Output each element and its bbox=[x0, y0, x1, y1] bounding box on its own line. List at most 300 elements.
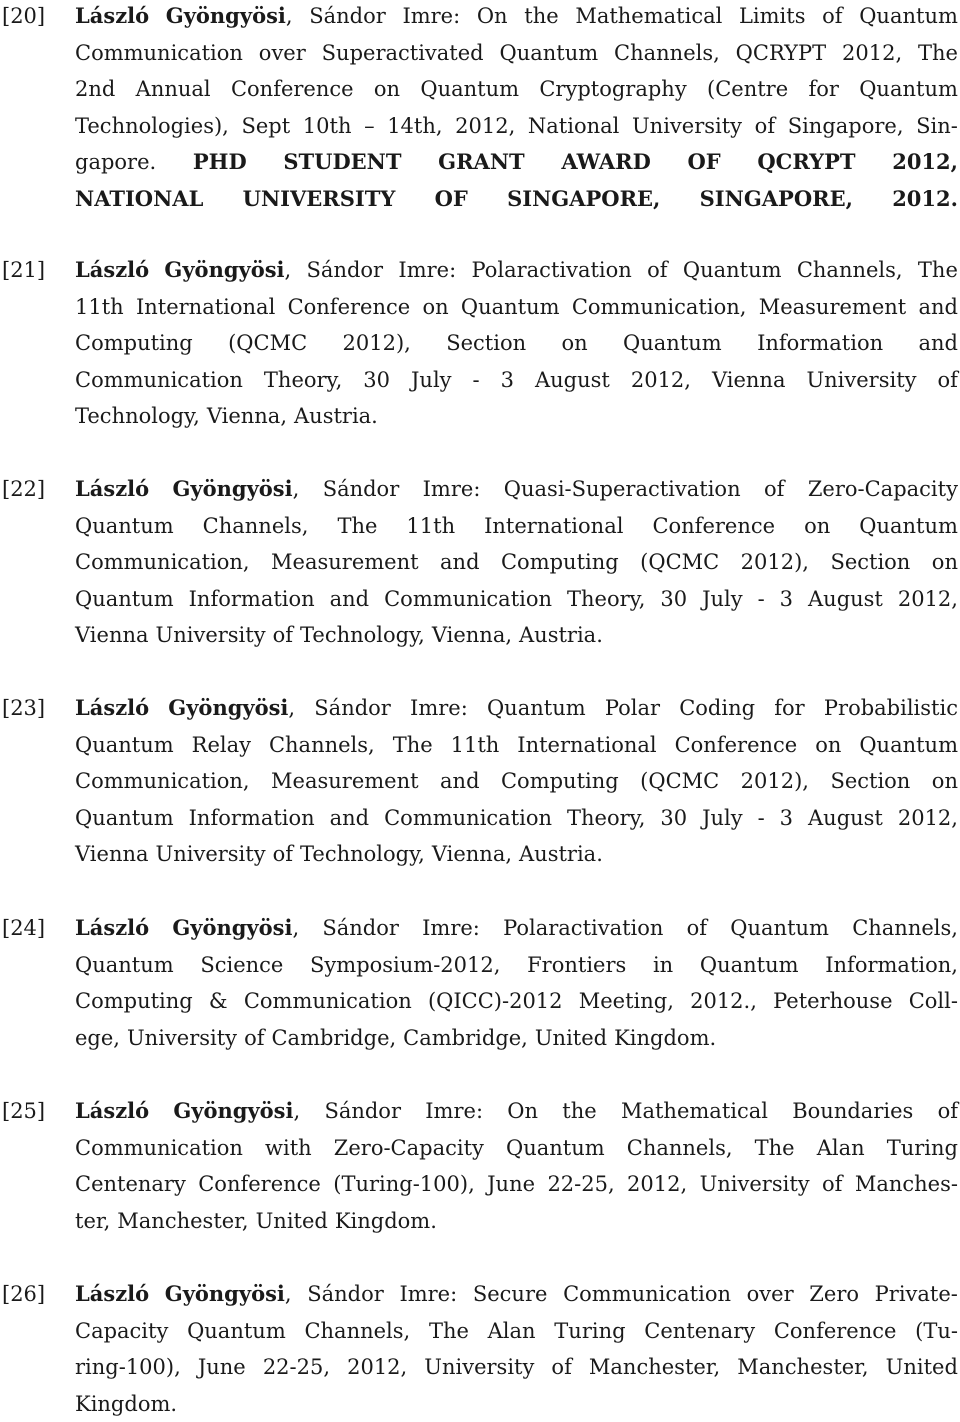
word: Sándor bbox=[324, 1099, 401, 1123]
word: for bbox=[808, 77, 839, 102]
reference-text bbox=[75, 1093, 958, 1239]
word: Austria. bbox=[294, 404, 378, 429]
reference-text bbox=[75, 690, 958, 873]
word: Alan bbox=[487, 1318, 536, 1343]
word: Communication bbox=[243, 989, 412, 1014]
word: Annual bbox=[135, 77, 211, 102]
word: Quantum bbox=[859, 513, 958, 538]
word: Information bbox=[188, 586, 315, 611]
reference-number: [20] bbox=[2, 4, 46, 28]
word: On bbox=[476, 4, 508, 28]
word: Communication bbox=[384, 586, 553, 611]
word: Turing bbox=[554, 1318, 626, 1343]
word: on bbox=[422, 294, 449, 319]
word: University bbox=[806, 367, 917, 392]
word: and bbox=[329, 805, 370, 830]
word: Private- bbox=[874, 1282, 958, 1306]
word: Computing bbox=[75, 989, 193, 1014]
word: Imre: bbox=[410, 696, 468, 720]
reference-line bbox=[75, 508, 958, 545]
word: Centenary bbox=[644, 1318, 756, 1343]
word: QCRYPT bbox=[757, 149, 856, 175]
word: over bbox=[258, 40, 306, 65]
word: Imre: bbox=[422, 477, 481, 501]
word: PHD bbox=[192, 149, 247, 175]
word: of bbox=[754, 113, 776, 138]
word: Imre: bbox=[425, 1099, 484, 1123]
word: On bbox=[507, 1099, 539, 1123]
word: SINGAPORE, bbox=[699, 185, 853, 211]
word: Quantum bbox=[75, 586, 174, 611]
word: Manches- bbox=[854, 1172, 958, 1197]
word: of bbox=[272, 842, 294, 867]
word: Technology, bbox=[300, 623, 425, 648]
word: Quasi-Superactivation bbox=[503, 477, 741, 501]
reference-text bbox=[75, 1276, 958, 1422]
word: Quantum bbox=[75, 805, 174, 830]
word: Channels, bbox=[796, 258, 903, 282]
word: ege, bbox=[75, 1025, 120, 1050]
reference-line bbox=[75, 1203, 958, 1240]
word: 2012, bbox=[627, 1172, 688, 1197]
word: Technology, bbox=[300, 842, 425, 867]
word: Communication, bbox=[75, 550, 250, 575]
word: University bbox=[424, 1355, 535, 1380]
word: Communication bbox=[75, 367, 243, 392]
word: Quantum bbox=[75, 732, 174, 757]
word: 30 bbox=[363, 367, 391, 392]
word: Computing bbox=[500, 769, 619, 794]
reference-line bbox=[75, 144, 958, 181]
reference-line bbox=[75, 947, 958, 984]
word: Sept bbox=[241, 113, 291, 138]
word: Channels, bbox=[268, 732, 375, 757]
word: Gyöngyösi, bbox=[173, 1098, 301, 1123]
word: July bbox=[702, 586, 743, 611]
word: Alan bbox=[816, 1135, 865, 1160]
word: Measurement bbox=[271, 769, 419, 794]
word: June bbox=[487, 1172, 536, 1197]
word: Conference bbox=[674, 732, 798, 757]
word: of bbox=[764, 477, 785, 501]
word: 2012), bbox=[342, 331, 411, 356]
word: Vienna, bbox=[206, 404, 287, 429]
word: Meeting, bbox=[578, 989, 674, 1014]
reference-line bbox=[75, 471, 958, 508]
word: of bbox=[551, 1355, 572, 1380]
word: Sándor bbox=[309, 4, 386, 28]
word: and bbox=[440, 769, 480, 794]
word: and bbox=[918, 294, 958, 319]
reference-line bbox=[75, 108, 958, 145]
word: Theory, bbox=[567, 805, 646, 830]
word: the bbox=[524, 4, 559, 28]
word: OF bbox=[687, 149, 721, 175]
reference-line bbox=[75, 1276, 958, 1313]
word: Information bbox=[757, 331, 884, 356]
word: July bbox=[702, 805, 743, 830]
word: László bbox=[75, 1098, 150, 1123]
word: Channels, bbox=[202, 513, 309, 538]
word: Manchester, bbox=[737, 1355, 869, 1380]
word: ter, bbox=[75, 1208, 111, 1233]
word: Communication, bbox=[571, 294, 747, 319]
word: University bbox=[126, 1025, 238, 1050]
word: Sándor bbox=[306, 258, 384, 282]
word: – bbox=[364, 113, 375, 138]
word: The bbox=[428, 1318, 469, 1343]
word: Secure bbox=[472, 1282, 548, 1306]
word: International bbox=[484, 513, 624, 538]
word: Conference bbox=[198, 1172, 321, 1197]
reference-number: [21] bbox=[2, 258, 46, 282]
word: Conference bbox=[773, 1318, 897, 1343]
reference-line bbox=[75, 362, 958, 399]
word: (Tu- bbox=[915, 1318, 958, 1343]
word: Zero-Capacity bbox=[807, 477, 958, 501]
word: & bbox=[208, 989, 228, 1014]
word: UNIVERSITY bbox=[242, 185, 396, 211]
word: Section bbox=[830, 769, 911, 794]
word: Relay bbox=[191, 732, 251, 757]
word: of bbox=[647, 258, 668, 282]
word: 2012, bbox=[455, 113, 516, 138]
word: Imre: bbox=[402, 4, 461, 28]
word: (QCMC bbox=[640, 769, 720, 794]
word: Channels, bbox=[626, 1135, 733, 1160]
word: Communication, bbox=[75, 769, 250, 794]
word: 2012, bbox=[892, 149, 958, 175]
word: the bbox=[562, 1099, 597, 1123]
word: Superactivated bbox=[321, 40, 484, 65]
word: on bbox=[931, 550, 958, 575]
reference-line bbox=[75, 1093, 958, 1130]
word: The bbox=[337, 513, 378, 538]
word: Theory, bbox=[567, 586, 646, 611]
word: NATIONAL bbox=[75, 185, 204, 211]
reference-text bbox=[75, 471, 958, 654]
word: Gyöngyösi, bbox=[172, 915, 300, 940]
word: for bbox=[774, 696, 805, 720]
word: Mathematical bbox=[620, 1099, 768, 1123]
word: Quantum bbox=[75, 513, 174, 538]
reference-line bbox=[75, 1313, 958, 1350]
word: László bbox=[75, 257, 150, 282]
word: Kingdom. bbox=[75, 1391, 178, 1416]
word: 3 bbox=[779, 805, 794, 830]
word: of bbox=[937, 1099, 958, 1123]
word: Measurement bbox=[758, 294, 907, 319]
word: Mathematical bbox=[575, 4, 723, 28]
reference-line bbox=[75, 398, 958, 435]
word: 22-25, bbox=[547, 1172, 615, 1197]
word: 2012, bbox=[630, 367, 691, 392]
reference-text bbox=[75, 252, 958, 435]
word: July bbox=[411, 367, 452, 392]
word: United bbox=[255, 1208, 328, 1233]
word: Communication bbox=[563, 1282, 731, 1306]
word: Science bbox=[200, 952, 284, 977]
word: August bbox=[808, 805, 883, 830]
word: Gyöngyösi, bbox=[172, 476, 300, 501]
word: 2012., bbox=[690, 989, 757, 1014]
word: Capacity bbox=[75, 1318, 169, 1343]
word: Imre: bbox=[422, 916, 480, 940]
word: Manchester, bbox=[117, 1208, 249, 1233]
word: 2012, bbox=[347, 1355, 408, 1380]
word: Channels, bbox=[852, 916, 958, 940]
word: 14th, bbox=[387, 113, 443, 138]
word: in bbox=[652, 952, 674, 977]
reference-line bbox=[75, 544, 958, 581]
word: United bbox=[885, 1355, 958, 1380]
word: (Centre bbox=[707, 77, 789, 102]
word: 11th bbox=[75, 294, 124, 319]
reference-line bbox=[75, 0, 958, 35]
word: International bbox=[517, 732, 657, 757]
word: Zero bbox=[809, 1282, 859, 1306]
word: University bbox=[631, 113, 743, 138]
word: 2012), bbox=[740, 769, 809, 794]
word: of bbox=[272, 623, 294, 648]
word: Gyöngyösi, bbox=[165, 3, 293, 28]
word: Quantum bbox=[859, 732, 958, 757]
word: 30 bbox=[660, 586, 688, 611]
word: Gyöngyösi, bbox=[168, 695, 296, 720]
reference-line bbox=[75, 763, 958, 800]
word: Channels, bbox=[614, 40, 720, 65]
word: on bbox=[931, 769, 958, 794]
word: Symposium-2012, bbox=[310, 952, 501, 977]
word: Limits bbox=[738, 4, 806, 28]
word: Vienna, bbox=[431, 842, 513, 867]
word: with bbox=[265, 1135, 312, 1160]
reference-number: [26] bbox=[2, 1282, 46, 1306]
word: Theory, bbox=[263, 367, 343, 392]
word: Information, bbox=[825, 952, 958, 977]
word: Quantum bbox=[460, 294, 560, 319]
word: of bbox=[822, 4, 843, 28]
word: (Turing-100), bbox=[333, 1172, 475, 1197]
word: Imre: bbox=[398, 258, 457, 282]
word: Sándor bbox=[314, 696, 391, 720]
reference-line bbox=[75, 252, 958, 289]
word: gapore. bbox=[75, 150, 157, 175]
word: Turing bbox=[886, 1135, 958, 1160]
word: Probabilistic bbox=[823, 696, 958, 720]
reference-line bbox=[75, 690, 958, 727]
word: Cambridge, bbox=[403, 1025, 528, 1050]
word: Conference bbox=[287, 294, 411, 319]
word: Quantum bbox=[420, 77, 520, 102]
word: Vienna bbox=[711, 367, 786, 392]
word: August bbox=[534, 367, 610, 392]
word: The bbox=[918, 40, 958, 65]
word: - bbox=[757, 805, 765, 830]
word: Singapore, bbox=[787, 113, 904, 138]
word: László bbox=[75, 476, 150, 501]
reference-text bbox=[75, 910, 958, 1056]
reference-line bbox=[75, 1130, 958, 1167]
reference-number: [23] bbox=[2, 696, 46, 720]
word: Manchester, bbox=[588, 1355, 721, 1380]
reference-text bbox=[75, 0, 958, 218]
word: Polar bbox=[604, 696, 661, 720]
word: Cambridge, bbox=[271, 1025, 397, 1050]
word: Section bbox=[830, 550, 911, 575]
word: 11th bbox=[406, 513, 456, 538]
word: 2012, bbox=[842, 40, 903, 65]
word: AWARD bbox=[561, 149, 651, 175]
word: on bbox=[373, 77, 401, 102]
word: and bbox=[329, 586, 370, 611]
reference-number: [24] bbox=[2, 916, 46, 940]
word: Polaractivation bbox=[503, 916, 664, 940]
word: Austria. bbox=[519, 623, 603, 648]
word: Quantum bbox=[506, 1135, 605, 1160]
word: on bbox=[804, 513, 831, 538]
word: of bbox=[937, 367, 958, 392]
word: The bbox=[392, 732, 433, 757]
word: Channels, bbox=[304, 1318, 411, 1343]
word: 22-25, bbox=[262, 1355, 331, 1380]
word: Vienna, bbox=[431, 623, 513, 648]
word: Technologies), bbox=[75, 113, 229, 138]
word: University bbox=[155, 842, 266, 867]
reference-line bbox=[75, 1020, 958, 1057]
reference-line bbox=[75, 1166, 958, 1203]
word: Sándor bbox=[322, 477, 400, 501]
word: Communication bbox=[384, 805, 553, 830]
reference-line bbox=[75, 727, 958, 764]
word: Austria. bbox=[519, 842, 603, 867]
word: ring-100), bbox=[75, 1355, 181, 1380]
word: Vienna bbox=[75, 623, 149, 648]
word: Information bbox=[188, 805, 315, 830]
word: Technology, bbox=[75, 404, 200, 429]
word: Gyöngyösi, bbox=[164, 257, 292, 282]
word: Communication bbox=[75, 40, 243, 65]
word: Quantum bbox=[499, 40, 599, 65]
reference-line bbox=[75, 1349, 958, 1386]
word: Cryptography bbox=[539, 77, 687, 102]
word: László bbox=[75, 3, 150, 28]
reference-line bbox=[75, 910, 958, 947]
word: National bbox=[527, 113, 620, 138]
word: of bbox=[686, 916, 708, 940]
word: Quantum bbox=[75, 952, 174, 977]
reference-line bbox=[75, 71, 958, 108]
word: over bbox=[746, 1282, 794, 1306]
word: QCRYPT bbox=[735, 40, 827, 65]
word: Section bbox=[446, 331, 527, 356]
word: The bbox=[917, 258, 958, 282]
word: 2012, bbox=[897, 805, 958, 830]
word: of bbox=[244, 1025, 265, 1050]
word: University bbox=[699, 1172, 810, 1197]
word: Frontiers bbox=[527, 952, 627, 977]
word: OF bbox=[434, 185, 468, 211]
word: László bbox=[75, 695, 150, 720]
word: SINGAPORE, bbox=[507, 185, 661, 211]
word: Sándor bbox=[307, 1282, 384, 1306]
word: United bbox=[534, 1025, 608, 1050]
word: - bbox=[472, 367, 480, 392]
word: (QICC)-2012 bbox=[427, 989, 563, 1014]
reference-line bbox=[75, 289, 958, 326]
word: on bbox=[561, 331, 588, 356]
word: 30 bbox=[660, 805, 688, 830]
word: 11th bbox=[450, 732, 500, 757]
word: Conference bbox=[652, 513, 776, 538]
word: Coding bbox=[679, 696, 756, 720]
word: László bbox=[75, 915, 150, 940]
word: Sándor bbox=[322, 916, 399, 940]
word: Vienna bbox=[75, 842, 149, 867]
word: and bbox=[440, 550, 480, 575]
word: 2012, bbox=[897, 586, 958, 611]
word: Coll- bbox=[908, 989, 958, 1014]
word: August bbox=[808, 586, 883, 611]
word: Communication bbox=[75, 1135, 243, 1160]
word: - bbox=[757, 586, 765, 611]
word: 2012. bbox=[892, 185, 958, 211]
word: Computing bbox=[75, 331, 193, 356]
word: (QCMC bbox=[228, 331, 308, 356]
word: 3 bbox=[779, 586, 794, 611]
reference-number: [22] bbox=[2, 477, 46, 501]
reference-line bbox=[75, 983, 958, 1020]
word: Zero-Capacity bbox=[333, 1135, 484, 1160]
word: 10th bbox=[302, 113, 352, 138]
word: STUDENT bbox=[283, 149, 402, 175]
word: Quantum bbox=[187, 1318, 286, 1343]
word: University bbox=[155, 623, 266, 648]
word: Quantum bbox=[730, 916, 829, 940]
reference-line bbox=[75, 800, 958, 837]
word: June bbox=[197, 1355, 246, 1380]
word: László bbox=[75, 1281, 150, 1306]
word: Gyöngyösi, bbox=[164, 1281, 292, 1306]
word: Centenary bbox=[75, 1172, 186, 1197]
word: Quantum bbox=[859, 4, 958, 28]
word: Conference bbox=[230, 77, 354, 102]
word: Kingdom. bbox=[334, 1208, 437, 1233]
word: of bbox=[822, 1172, 843, 1197]
reference-number: [25] bbox=[2, 1099, 46, 1123]
word: Quantum bbox=[682, 258, 782, 282]
reference-line bbox=[75, 325, 958, 362]
word: on bbox=[815, 732, 842, 757]
reference-line bbox=[75, 836, 958, 873]
word: Sin- bbox=[916, 113, 958, 138]
reference-line bbox=[75, 617, 958, 654]
reference-line bbox=[75, 1386, 958, 1422]
word: GRANT bbox=[438, 149, 525, 175]
word: Measurement bbox=[271, 550, 419, 575]
word: 3 bbox=[500, 367, 514, 392]
word: Kingdom. bbox=[614, 1025, 717, 1050]
reference-line bbox=[75, 581, 958, 618]
word: 2nd bbox=[75, 77, 116, 102]
word: Quantum bbox=[859, 77, 958, 102]
word: Quantum bbox=[486, 696, 586, 720]
word: Peterhouse bbox=[773, 989, 893, 1014]
word: (QCMC bbox=[640, 550, 720, 575]
word: The bbox=[754, 1135, 795, 1160]
word: Polaractivation bbox=[471, 258, 632, 282]
word: Boundaries bbox=[792, 1099, 914, 1123]
